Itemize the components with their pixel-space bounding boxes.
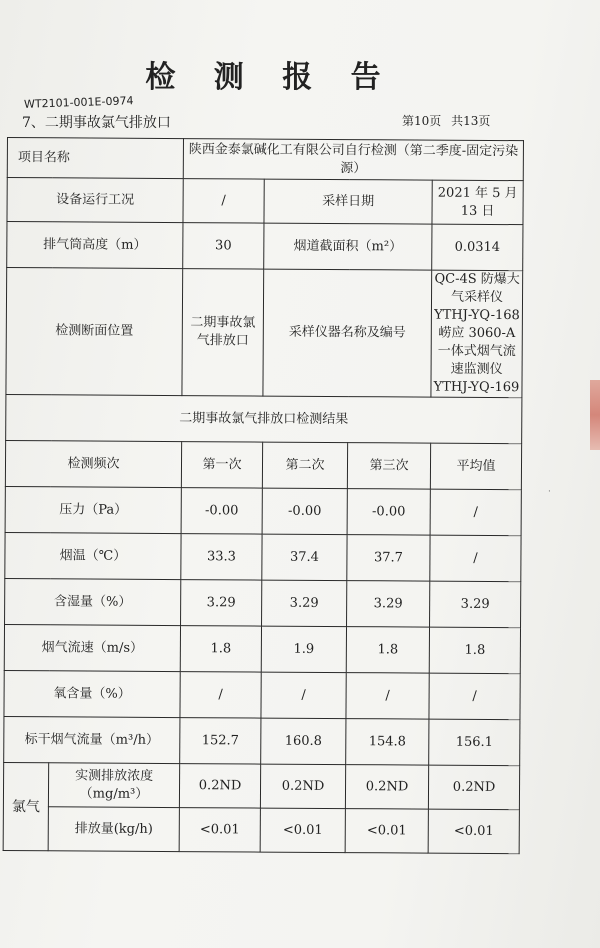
cell-value: 0.2ND <box>260 764 345 809</box>
table-row <box>5 532 521 581</box>
chlorine-emission-row <box>3 806 519 853</box>
current-page: 第10页 <box>402 114 442 128</box>
instrument-line: YTHJ-YQ-169 <box>433 379 520 396</box>
cell-value: 152.7 <box>180 718 261 764</box>
row-label: 标干烟气流量（m³/h） <box>4 716 180 763</box>
cell-value: -0.00 <box>262 488 347 535</box>
table-row <box>4 716 520 765</box>
instrument-line: 崂应 3060-A 一体式烟气流 <box>437 325 516 360</box>
cell-value: 0.2ND <box>428 765 519 810</box>
cell-value: 37.7 <box>347 535 430 582</box>
area-label: 烟道截面积（m²） <box>264 223 432 270</box>
cell-value: / <box>261 672 346 719</box>
cell-value: -0.00 <box>181 488 262 534</box>
row-label: 烟温（℃） <box>5 532 181 579</box>
row-label: 烟气流速（m/s） <box>4 624 180 671</box>
cell-value: 3.29 <box>347 581 430 628</box>
page-number <box>402 112 490 129</box>
project-row <box>7 138 523 181</box>
results-header-row <box>5 440 521 489</box>
colored-tab-mark <box>590 380 600 450</box>
table-row <box>4 670 520 719</box>
cell-value: 0.2ND <box>179 764 260 808</box>
status-value: / <box>183 179 264 223</box>
location-label: 检测断面位置 <box>6 268 183 396</box>
cell-value: / <box>346 673 429 720</box>
cell-value: 0.2ND <box>345 765 428 810</box>
table-row <box>5 578 521 627</box>
row-label: 含湿量（%） <box>5 578 181 625</box>
cell-value: / <box>429 673 520 720</box>
header-average: 平均值 <box>430 443 521 490</box>
document-number: WT2101-001E-0974 <box>23 94 134 111</box>
project-label: 项目名称 <box>7 138 183 179</box>
report-table-wrapper <box>3 137 523 854</box>
instrument-line: YTHJ-YQ-168 <box>434 307 520 324</box>
cell-value: <0.01 <box>179 808 260 852</box>
report-title: 检 测 报 告 <box>145 60 395 95</box>
cell-value: / <box>430 489 521 536</box>
cell-value: <0.01 <box>428 809 519 854</box>
cell-value: 3.29 <box>262 580 347 627</box>
cell-value: 154.8 <box>346 719 429 766</box>
instrument-label: 采样仪器名称及编号 <box>263 269 432 397</box>
project-value: 陕西金泰氯碱化工有限公司自行检测（第二季度-固定污染源） <box>183 139 523 181</box>
table-row <box>5 486 521 535</box>
cell-value: 1.8 <box>429 627 520 674</box>
chlorine-label: 氯气 <box>3 762 49 850</box>
status-row <box>7 178 523 225</box>
date-label: 采样日期 <box>264 179 432 224</box>
cell-value: 1.9 <box>261 626 346 673</box>
instrument-value <box>431 270 523 398</box>
cell-value: 37.4 <box>262 534 347 581</box>
header-second: 第二次 <box>262 442 347 489</box>
header-frequency: 检测频次 <box>5 440 181 487</box>
cell-value: <0.01 <box>345 809 428 854</box>
results-title: 二期事故氯气排放口检测结果 <box>6 394 522 443</box>
height-label: 排气筒高度（m） <box>7 222 183 269</box>
chlorine-concentration-row <box>3 762 519 809</box>
cell-value: 160.8 <box>261 718 346 765</box>
cell-value: 33.3 <box>181 534 262 580</box>
instrument-line: 速监测仪 <box>450 361 503 378</box>
cell-value: 1.8 <box>346 627 429 674</box>
row-label: 实测排放浓度（mg/m³） <box>48 763 179 808</box>
row-label: 压力（Pa） <box>5 486 181 533</box>
report-table <box>3 137 524 854</box>
table-row <box>4 624 520 673</box>
location-row <box>6 268 523 398</box>
cell-value: 3.29 <box>181 580 262 626</box>
row-label: 排放量(kg/h) <box>48 807 179 852</box>
cell-value: -0.00 <box>347 489 430 536</box>
header-third: 第三次 <box>347 443 430 490</box>
location-value: 二期事故氯气排放口 <box>182 269 264 396</box>
cell-value: 3.29 <box>430 581 521 628</box>
height-row <box>7 222 523 271</box>
cell-value: / <box>430 535 521 582</box>
section-heading: 7、二期事故氯气排放口 <box>22 115 171 131</box>
status-label: 设备运行工况 <box>7 178 183 223</box>
cell-value: 1.8 <box>180 626 261 672</box>
total-pages: 共13页 <box>451 114 491 128</box>
cell-value: / <box>180 672 261 718</box>
results-title-row <box>6 394 522 443</box>
cell-value: 156.1 <box>429 719 520 766</box>
area-value: 0.0314 <box>432 224 523 271</box>
header-first: 第一次 <box>181 442 262 488</box>
cell-value: <0.01 <box>260 808 345 853</box>
instrument-line: QC-4S 防爆大气采样仪 <box>434 271 520 306</box>
date-value: 2021 年 5 月 13 日 <box>432 180 523 225</box>
height-value: 30 <box>183 223 264 269</box>
speck: · <box>548 487 551 497</box>
row-label: 氧含量（%） <box>4 670 180 717</box>
